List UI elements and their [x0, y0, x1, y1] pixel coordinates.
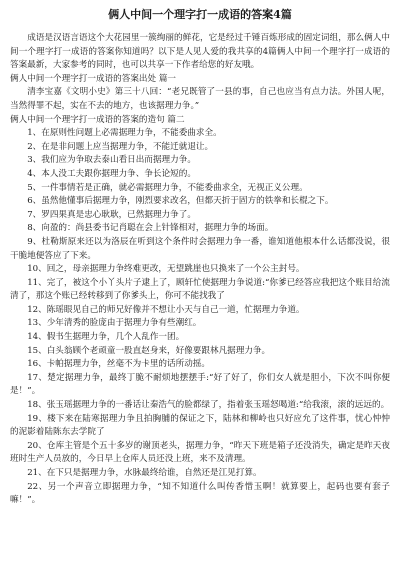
list-item: 18、张玉瑶据理力争的一番话让秦浩气的脸都绿了，指着张玉瑶怒喝道:“给我滚，滚的远远的。 [27, 400, 390, 411]
section-heading-2: 俩人中间一个理字打一成语的答案的造句 篇二 [10, 114, 185, 125]
list-item: 4、本人没工夫跟你据理力争、争长论短的。 [27, 168, 196, 179]
list-item: 7、罗四果真是忠心耿耿，已然据理力争了。 [27, 209, 196, 220]
list-item: 11、完了，被这个小丫头片子逮上了，顾轩忙使据理力争说道:“你爹已经答应我把这个账目给流清了，那这个账已经转移到了你爹头上，你可不能找我了 [10, 277, 390, 302]
list-item: 14、假书生据理力争，几个人乱作一团。 [27, 332, 185, 343]
list-item: 19、楼下来在陆寒据理力争且拍胸脯的保证之下，陆林和柳岭也只好应允了这件事，忧心忡忡的泥影着陆陈东去学院了 [10, 413, 390, 438]
list-item: 12、陈瑶眼见自己的师兄好像并不想让小天与自己一道，忙据理力争道。 [27, 304, 305, 315]
list-item: 1、在原则性问题上必需据理力争，不能委曲求全。 [27, 128, 222, 139]
list-item: 20、仓库主管是个五十多岁的谢顶老头，据理力争，“昨天下班是箱子还没消失，确定是昨天夜班时生产人员放的，今日早上仓库人员还没上班，来不及清理。 [10, 440, 390, 465]
list-item: 15、白头翁顾个老顽童一股直赵身来，好像要跟林凡据理力争。 [27, 345, 271, 356]
list-item: 13、少年清秀的脸庞由于据理力争有些潮红。 [27, 318, 202, 329]
list-item: 17、楚定据理力争，最终丁脆不耐烦地摆摆手:“好了好了，你们女人就是胆小，下次不叫你便是！”。 [10, 372, 390, 397]
list-item: 2、在是非问题上应当据理力争，不能迁就退让。 [27, 141, 214, 152]
list-item: 10、回之，母亲据理力争终难更改，无望跳崖也只换来了一个公主封号。 [27, 264, 305, 275]
list-item: 22、另一个声音立即据理力争，“知不知道什么叫传香惜玉啊！就算要上，起码也要有套子嘛！”。 [10, 481, 390, 506]
list-item: 8、向盈的：尚县委书记肖聪在会上针锋相对，据理力争的场面。 [27, 223, 274, 234]
list-item: 3、我们应为争取去泰山看日出而据理力争。 [27, 155, 196, 166]
page-title: 俩人中间一个理字打一成语的答案4篇 [108, 8, 292, 21]
list-item: 5、一件事情若是正确，就必需据理力争，不能委曲求全，无视正义公理。 [27, 182, 308, 193]
list-item: 16、卡帕据理力争，丝毫不为卡里的话所动摇。 [27, 359, 210, 370]
list-item: 6、虽然他懂事后据理力争，刚烈要求改名，但都天折于固方的铁拳和长棍之下。 [27, 196, 334, 207]
intro-paragraph: 成语是汉语言语这个大花园里一簇绚丽的鲜花，它是经过千锤百炼形成的固定词组，那么俩人中间一个理字打一成语的答案你知道吗？以下是人见人爱的我共享的4篇俩人中间一个理字打一成语的答案最新，大家参考的同时，也可以共享一下作者给您的好友哦。 [10, 33, 390, 71]
sentence-list [10, 127, 390, 508]
list-item: 21、在下只是据理力争，水脉最终给谁，自然还是江见打算。 [27, 468, 262, 478]
section-heading-1: 俩人中间一个理字打一成语的答案出处 篇一 [10, 73, 177, 84]
list-item: 9、杜勒斯原来还以为洛辰在听到这个条件时会据理力争一番，谁知道他根本什么话都没说，很干脆地便答应了下来。 [10, 236, 390, 261]
section-1-body: 清李宝嘉《文明小史》第三十八回：“老兄既管了一县的事，自己也应当有点力法。外国人呢，当然得罪不起，实在不去的地方，也该据理力争。” [10, 87, 390, 111]
